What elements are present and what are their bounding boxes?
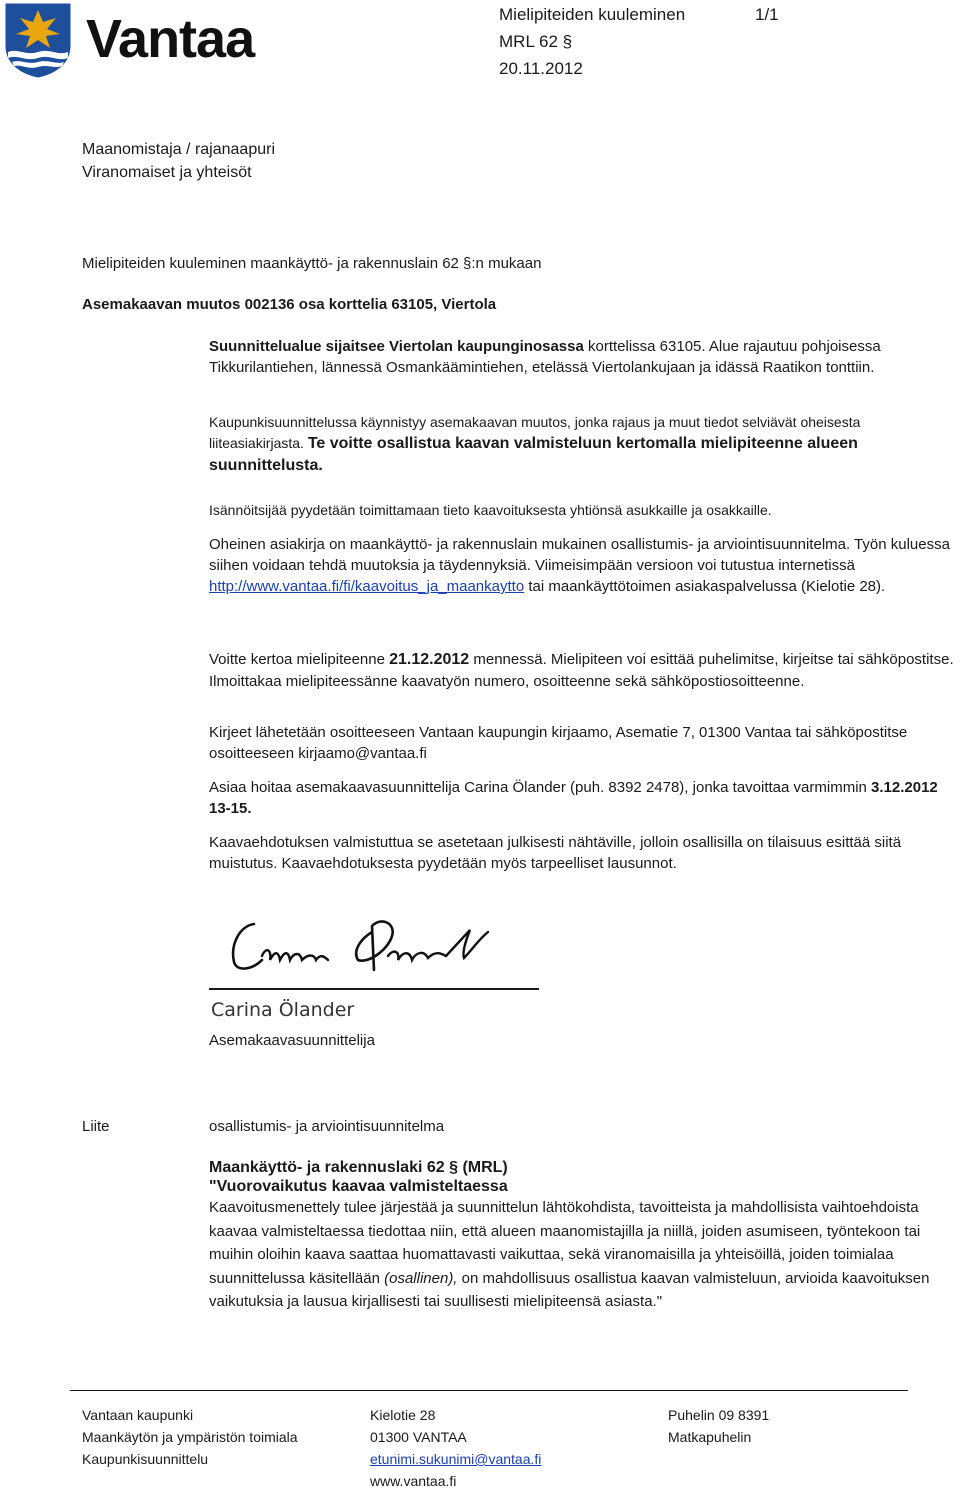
paragraph-area-description <box>209 336 957 378</box>
attachment-info-end: tai maankäyttötoimen asiakaspalvelussa (Kielotie 28). <box>524 578 886 595</box>
footer-unit: Kaupunkisuunnittelu <box>82 1451 209 1467</box>
footer-website: www.vantaa.fi <box>370 1473 457 1489</box>
participation-call-bold: Te voitte osallistua kaavan valmisteluun kertomalla mielipiteenne alueen suunnittelusta. <box>209 435 858 474</box>
signer-name: Carina Ölander <box>211 999 355 1021</box>
kaavoitus-link[interactable]: http://www.vantaa.fi/fi/kaavoitus_ja_maankaytto <box>209 578 525 595</box>
paragraph-mailing-address: Kirjeet lähetetään osoitteeseen Vantaan kaupungin kirjaamo, Asematie 7, 01300 Vantaa tai sähköpostitse osoitteeseen kirjaamo@vantaa.fi <box>209 724 908 762</box>
footer-phone <box>668 1404 769 1448</box>
handwritten-signature <box>222 910 492 982</box>
law-text-end: on mahdollisuus osallistua kaavan valmisteluun, arvioida kaavoituksen vaikutuksia ja lausua kirjallisesti tai suullisesti mielipiteensä asiasta." <box>209 1269 930 1310</box>
footer-organization <box>82 1404 298 1470</box>
paragraph-participation <box>209 412 957 477</box>
deadline-date: 21.12.2012 <box>389 651 470 668</box>
law-text-main: Kaavoitusmenettely tulee järjestää ja suunnittelun lähtökohdista, tavoitteista ja mahdollisista vaihtoehdoista kaavaa valmisteltaessa tiedottaa niin, että alueen maanomistajilla ja niillä, joiden asumiseen, työntekoon tai muihin oloihin kaava saattaa huomattavasti vaikuttaa, sekä viranomaisilla ja yhteisöillä, joiden toimialaa suunnittelussa käsitellään <box>209 1199 921 1287</box>
footer-street: Kielotie 28 <box>370 1407 436 1423</box>
subject-line: Mielipiteiden kuuleminen maankäyttö- ja rakennuslain 62 §:n mukaan <box>82 255 542 272</box>
deadline-details: mennessä. Mielipiteen voi esittää puhelimitse, kirjeitse tai sähköpostitse. Ilmoittakaa mielipiteessänne kaavatyön numero, osoitteenne sekä sähköpostiosoitteenne. <box>209 651 954 690</box>
participation-intro: Kaupunkisuunnittelussa käynnistyy asemakaavan muutos, jonka rajaus ja muut tiedot selviävät oheisesta liiteasiakirjasta. <box>209 414 861 451</box>
law-text-italic: (osallinen), <box>384 1269 458 1287</box>
footer-department: Maankäytön ja ympäristön toimiala <box>82 1429 298 1445</box>
paragraph-proposal: Kaavaehdotuksen valmistuttua se asetetaan julkisesti nähtäville, jolloin osallisilla on tilaisuus esittää siitä muistutus. Kaavaehdotuksesta pyydetään myös tarpeelliset lausunnot. <box>209 834 902 872</box>
subject-heading: Asemakaavan muutos 002136 osa korttelia 63105, Viertola <box>82 296 497 313</box>
footer-address <box>370 1404 541 1492</box>
signer-title: Asemakaavasuunnittelija <box>209 1032 375 1049</box>
law-excerpt <box>209 1158 957 1314</box>
footer-postal: 01300 VANTAA <box>370 1429 467 1445</box>
vantaa-coat-of-arms-icon <box>4 2 72 78</box>
contact-time: 3.12.2012 13-15. <box>209 779 938 817</box>
footer-city: Vantaan kaupunki <box>82 1407 194 1423</box>
law-reference: MRL 62 § <box>499 32 573 51</box>
law-heading: Maankäyttö- ja rakennuslaki 62 § (MRL) <box>209 1159 508 1176</box>
signature-line <box>209 988 539 990</box>
footer-mobile: Matkapuhelin <box>668 1429 752 1445</box>
recipient-line: Maanomistaja / rajanaapuri <box>82 141 275 158</box>
contact-person-text: Asiaa hoitaa asemakaavasuunnittelija Carina Ölander (puh. 8392 2478), jonka tavoittaa varmimmin <box>209 779 872 796</box>
law-subheading: "Vuorovaikutus kaavaa valmisteltaessa <box>209 1178 508 1195</box>
area-boundaries: korttelissa 63105. Alue rajautuu pohjoisessa Tikkurilantiehen, lännessä Osmankäämintiehen, etelässä Viertolankujaan ja idässä Raatikon tonttiin. <box>209 338 881 376</box>
footer-email-link[interactable]: etunimi.sukunimi@vantaa.fi <box>370 1451 542 1467</box>
deadline-intro: Voitte kertoa mielipiteenne <box>209 651 390 668</box>
paragraph-property-manager: Isännöitsijää pyydetään toimittamaan tieto kaavoituksesta yhtiönsä asukkaille ja osakkaille. <box>209 502 772 518</box>
paragraph-attachment-info <box>209 534 957 597</box>
attachment-info-text: Oheinen asiakirja on maankäyttö- ja rakennuslain mukainen osallistumis- ja arviointisuunnitelma. Työn kuluessa siihen voidaan tehdä muutoksia ja täydennyksiä. Viimeisimpään versioon voi tutustua internetissä <box>209 536 950 574</box>
paragraph-contact-person <box>209 777 957 819</box>
document-date: 20.11.2012 <box>499 59 583 78</box>
attachment-name: osallistumis- ja arviointisuunnitelma <box>209 1118 445 1135</box>
paragraph-deadline <box>209 649 957 692</box>
law-text <box>209 1196 957 1314</box>
recipient-line: Viranomaiset ja yhteisöt <box>82 164 252 181</box>
footer-phone-number: Puhelin 09 8391 <box>668 1407 770 1423</box>
footer-divider <box>70 1390 908 1391</box>
vantaa-logo-wordmark: Vantaa <box>86 9 255 69</box>
document-title: Mielipiteiden kuuleminen <box>499 5 686 24</box>
attachment-label: Liite <box>82 1118 110 1135</box>
area-location-bold: Suunnittelualue sijaitsee Viertolan kaupunginosassa <box>209 338 584 355</box>
page-number: 1/1 <box>755 5 779 24</box>
